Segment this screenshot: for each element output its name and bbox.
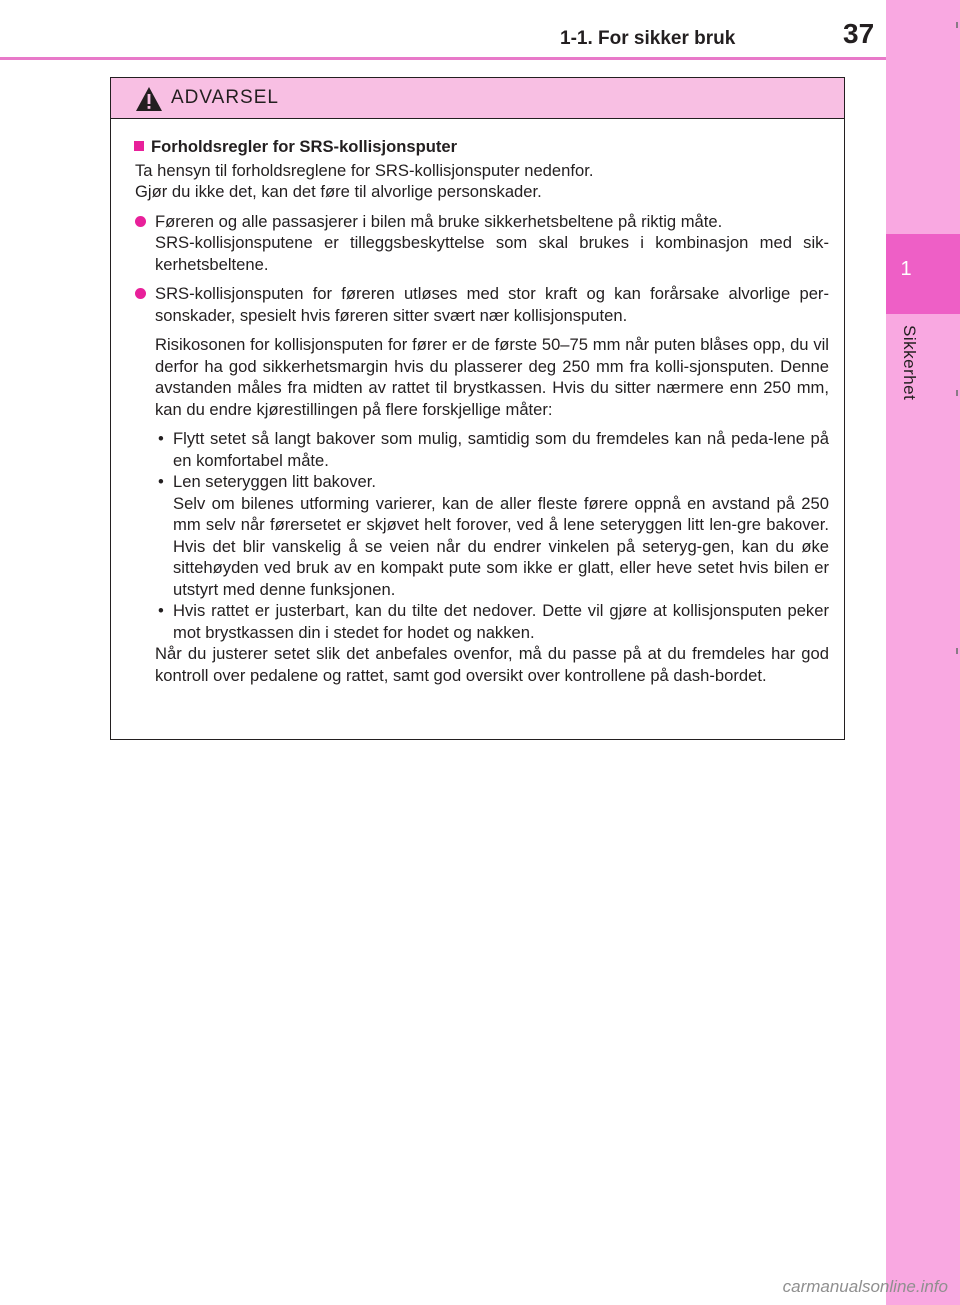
dot-list-item-text: Flytt setet så langt bakover som mulig, samtidig som du fremdeles kan nå peda-lene på en komfortabel måte. (173, 429, 829, 470)
chapter-side-tab (886, 0, 960, 1305)
watermark: carmanualsonline.info (782, 1277, 948, 1296)
warning-section-heading (133, 136, 829, 158)
circle-bullet-icon (135, 216, 146, 227)
dot-list-item-text: Len seteryggen litt bakover. (173, 472, 376, 491)
warning-content (133, 136, 829, 686)
warning-header (111, 78, 844, 119)
dot-list-item (133, 600, 829, 643)
list-item-text: SRS-kollisjonsputene er tilleggsbeskyttelse som skal brukes i kombinasjon med sik-kerhetsbeltene. (155, 233, 829, 274)
list-item (133, 283, 829, 326)
intro-line: Ta hensyn til forholdsreglene for SRS-kollisjonsputer nedenfor. (135, 160, 594, 180)
dot-list-item (133, 428, 829, 471)
warning-intro (133, 160, 829, 203)
crop-mark (956, 648, 958, 654)
page-number: 37 (843, 18, 875, 49)
intro-line: Gjør du ikke det, kan det føre til alvorlige personskader. (135, 182, 542, 201)
dot-list (133, 428, 829, 643)
dot-list-item-text: Selv om bilenes utforming varierer, kan de aller fleste førere oppnå en avstand på 250 mm selv når førersetet er skjøvet helt forover, ved å lene seteryggen litt len-gre bakover. Hvis det blir vanskelig å se veien når du endrer vinkelen på seteryg-gen, kan du øke sittehøyden ved bruk av en kompakt pute som ikke er glatt, eller heve setet hvis bilen er utstyrt med denne funksjonen. (173, 493, 829, 599)
list-item-text: Føreren og alle passasjerer i bilen må bruke sikkerhetsbeltene på riktig måte. (155, 211, 723, 231)
crop-mark (956, 390, 958, 396)
paragraph: Risikosonen for kollisjonsputen for fører er de første 50–75 mm når puten blåses opp, du vil derfor ha god sikkerhetsmargin hvis du plasserer deg 250 mm fra kolli-sjonsputen. Denne avstanden måles fra midten av rattet til brystkassen. Hvis du sitter nærmere enn 250 mm, kan du endre kjørestillingen på flere forskjellige måter: (155, 335, 829, 419)
circle-bullet-icon (135, 288, 146, 299)
dot-bullet-icon: • (158, 601, 164, 620)
chapter-label: Sikkerhet (900, 325, 919, 401)
closing-paragraph: Når du justerer setet slik det anbefales ovenfor, må du passe på at du fremdeles har god kontroll over pedalene og rattet, samt god oversikt over kontrollene på dash-bordet. (155, 644, 829, 685)
crop-mark (956, 22, 958, 28)
chapter-number: 1 (900, 258, 912, 280)
dot-list-item (133, 471, 829, 600)
dot-list-item-text: Hvis rattet er justerbart, kan du tilte det nedover. Dette vil gjøre at kollisjonsputen peker mot brystkassen din i stedet for hodet og nakken. (173, 601, 829, 642)
list-item (133, 211, 829, 276)
warning-section-heading-text: Forholdsregler for SRS-kollisjonsputer (151, 137, 458, 156)
header-divider (0, 57, 886, 60)
square-bullet-icon (134, 141, 144, 151)
warning-triangle-icon (135, 86, 163, 112)
warning-box (110, 77, 845, 740)
dot-bullet-icon: • (158, 429, 164, 448)
section-title: 1-1. For sikker bruk (560, 28, 736, 49)
warning-title: ADVARSEL (171, 87, 279, 108)
dot-bullet-icon: • (158, 472, 164, 491)
list-item-text: SRS-kollisjonsputen for føreren utløses med stor kraft og kan forårsake alvorlige per-sonskader, spesielt hvis føreren sitter svært nær kollisjonsputen. (155, 284, 829, 325)
